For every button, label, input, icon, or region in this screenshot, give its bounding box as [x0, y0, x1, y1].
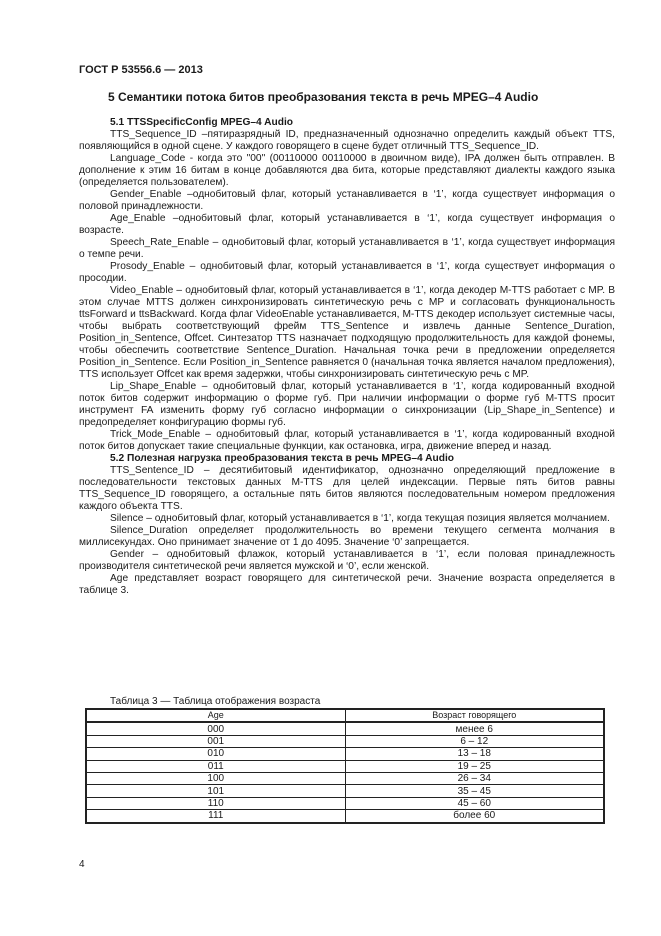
- table-row: [86, 797, 604, 809]
- paragraph: Age_Enable –однобитовый флаг, который устанавливается в ‘1’, когда существует информация о возрасте.: [79, 213, 615, 236]
- page-number: 4: [79, 859, 85, 870]
- paragraph: Video_Enable – однобитовый флаг, который устанавливается в ‘1’, когда декодер M-TTS работает с MP. В этом случае MTTS должен синхронизировать синтетическую речь с MP и согласовать функциональность ttsForward и ttsBackward. Когда флаг VideoEnable устанавливается, M-TTS декодер использует системные часы, чтобы выбрать соответствующий фрейм TTS_Sentence и извлечь данные Sentence_Duration, Position_in_Sentence, Offcet. Синтезатор TTS назначает подходящую продолжительность для каждой фонемы, чтобы обеспечить соответствие Sentence_Duration. Начальная точка речи в предложении определяется Position_in_Sentence. Если Position_in_Sentence равняется 0 (начальная точка является началом предложения), TTS использует Offcet как время задержки, чтобы синхронизировать синтетическую речь с MP.: [79, 285, 615, 380]
- table-row: [86, 760, 604, 772]
- paragraph: TTS_Sentence_ID – десятибитовый идентификатор, однозначно определяющий предложение в последовательности текстовых данных M-TTS для целей индексации. Первые пять битов равны TTS_Sequence_ID говорящего, а остальные пять битов являются последовательным номером предложения каждого объекта TTS.: [79, 465, 615, 512]
- table-row: [86, 735, 604, 747]
- age-range-cell: 26 – 34: [345, 772, 604, 784]
- column-header-age: Age: [86, 709, 345, 722]
- paragraph: Gender_Enable –однобитовый флаг, который устанавливается в ‘1’, когда существует информация о половой принадлежности.: [79, 189, 615, 212]
- age-code-cell: 011: [86, 760, 345, 772]
- table-header-row: [86, 709, 604, 722]
- age-code-cell: 110: [86, 797, 345, 809]
- age-code-cell: 111: [86, 810, 345, 823]
- paragraph: Language_Code - когда это "00" (00110000 00110000 в двоичном виде), IPA должен быть отправлен. В дополнение к этим 16 битам в конце добавляются два бита, которые представляют диалекты каждого языка (определяется пользователем).: [79, 153, 615, 188]
- table-row: [86, 722, 604, 735]
- section-title: 5 Семантики потока битов преобразования текста в речь MPEG–4 Audio: [108, 90, 539, 104]
- document-header: ГОСТ Р 53556.6 — 2013: [79, 64, 203, 76]
- age-code-cell: 010: [86, 748, 345, 760]
- paragraph: Speech_Rate_Enable – однобитовый флаг, который устанавливается в ‘1’, когда существует информация о темпе речи.: [79, 237, 615, 260]
- age-range-cell: 35 – 45: [345, 785, 604, 797]
- table-row: [86, 810, 604, 823]
- table-row: [86, 785, 604, 797]
- document-body: [79, 117, 615, 597]
- age-range-cell: 45 – 60: [345, 797, 604, 809]
- age-range-cell: 19 – 25: [345, 760, 604, 772]
- subsection-title-2: 5.2 Полезная нагрузка преобразования текста в речь MPEG–4 Audio: [110, 453, 455, 464]
- age-table: [85, 708, 605, 824]
- table-row: [86, 772, 604, 784]
- paragraph: Lip_Shape_Enable – однобитовый флаг, который устанавливается в ‘1’, когда кодированный входной поток битов содержит информацию о форме губ. При наличии информации о форме губ M-TTS просит инструмент FA изменить форму губ согласно информации о синхронизации (Lip_Shape_in_Sentence) и предопределяет конфигурацию формы губ.: [79, 381, 615, 428]
- age-range-cell: более 60: [345, 810, 604, 823]
- paragraph: TTS_Sequence_ID –пятиразрядный ID, предназначенный однозначно определить каждый объект TTS, появляющийся в одной сцене. У каждого говорящего в сцене будет отличный TTS_Sequence_ID.: [79, 129, 615, 152]
- paragraph: Silence – однобитовый флаг, который устанавливается в ‘1’, когда текущая позиция является молчанием.: [110, 513, 610, 524]
- paragraph: Trick_Mode_Enable – однобитовый флаг, который устанавливается в ‘1’, когда кодированный входной поток битов допускает такие специальные функции, как остановка, игра, движение вперед и назад.: [79, 429, 615, 452]
- subsection-title-1: 5.1 TTSSpecificConfig MPEG–4 Audio: [110, 117, 294, 128]
- age-range-cell: 6 – 12: [345, 735, 604, 747]
- column-header-speaker-age: Возраст говорящего: [345, 709, 604, 722]
- age-code-cell: 101: [86, 785, 345, 797]
- paragraph: Age представляет возраст говорящего для синтетической речи. Значение возраста определяется в таблице 3.: [79, 573, 615, 596]
- table-row: [86, 748, 604, 760]
- paragraph: Silence_Duration определяет продолжительность во времени текущего сегмента молчания в миллисекундах. Оно принимает значение от 1 до 4095. Значение ‘0’ запрещается.: [79, 525, 615, 548]
- paragraph: Prosody_Enable – однобитовый флаг, который устанавливается в ‘1’, когда существует информация о просодии.: [79, 261, 615, 284]
- age-range-cell: менее 6: [345, 722, 604, 735]
- age-code-cell: 000: [86, 722, 345, 735]
- age-code-cell: 001: [86, 735, 345, 747]
- table-caption: Таблица 3 — Таблица отображения возраста: [110, 696, 321, 707]
- age-range-cell: 13 – 18: [345, 748, 604, 760]
- age-code-cell: 100: [86, 772, 345, 784]
- paragraph: Gender – однобитовый флажок, который устанавливается в ‘1’, если половая принадлежность производителя синтетической речи является мужской и ‘0’, если женской.: [79, 549, 615, 572]
